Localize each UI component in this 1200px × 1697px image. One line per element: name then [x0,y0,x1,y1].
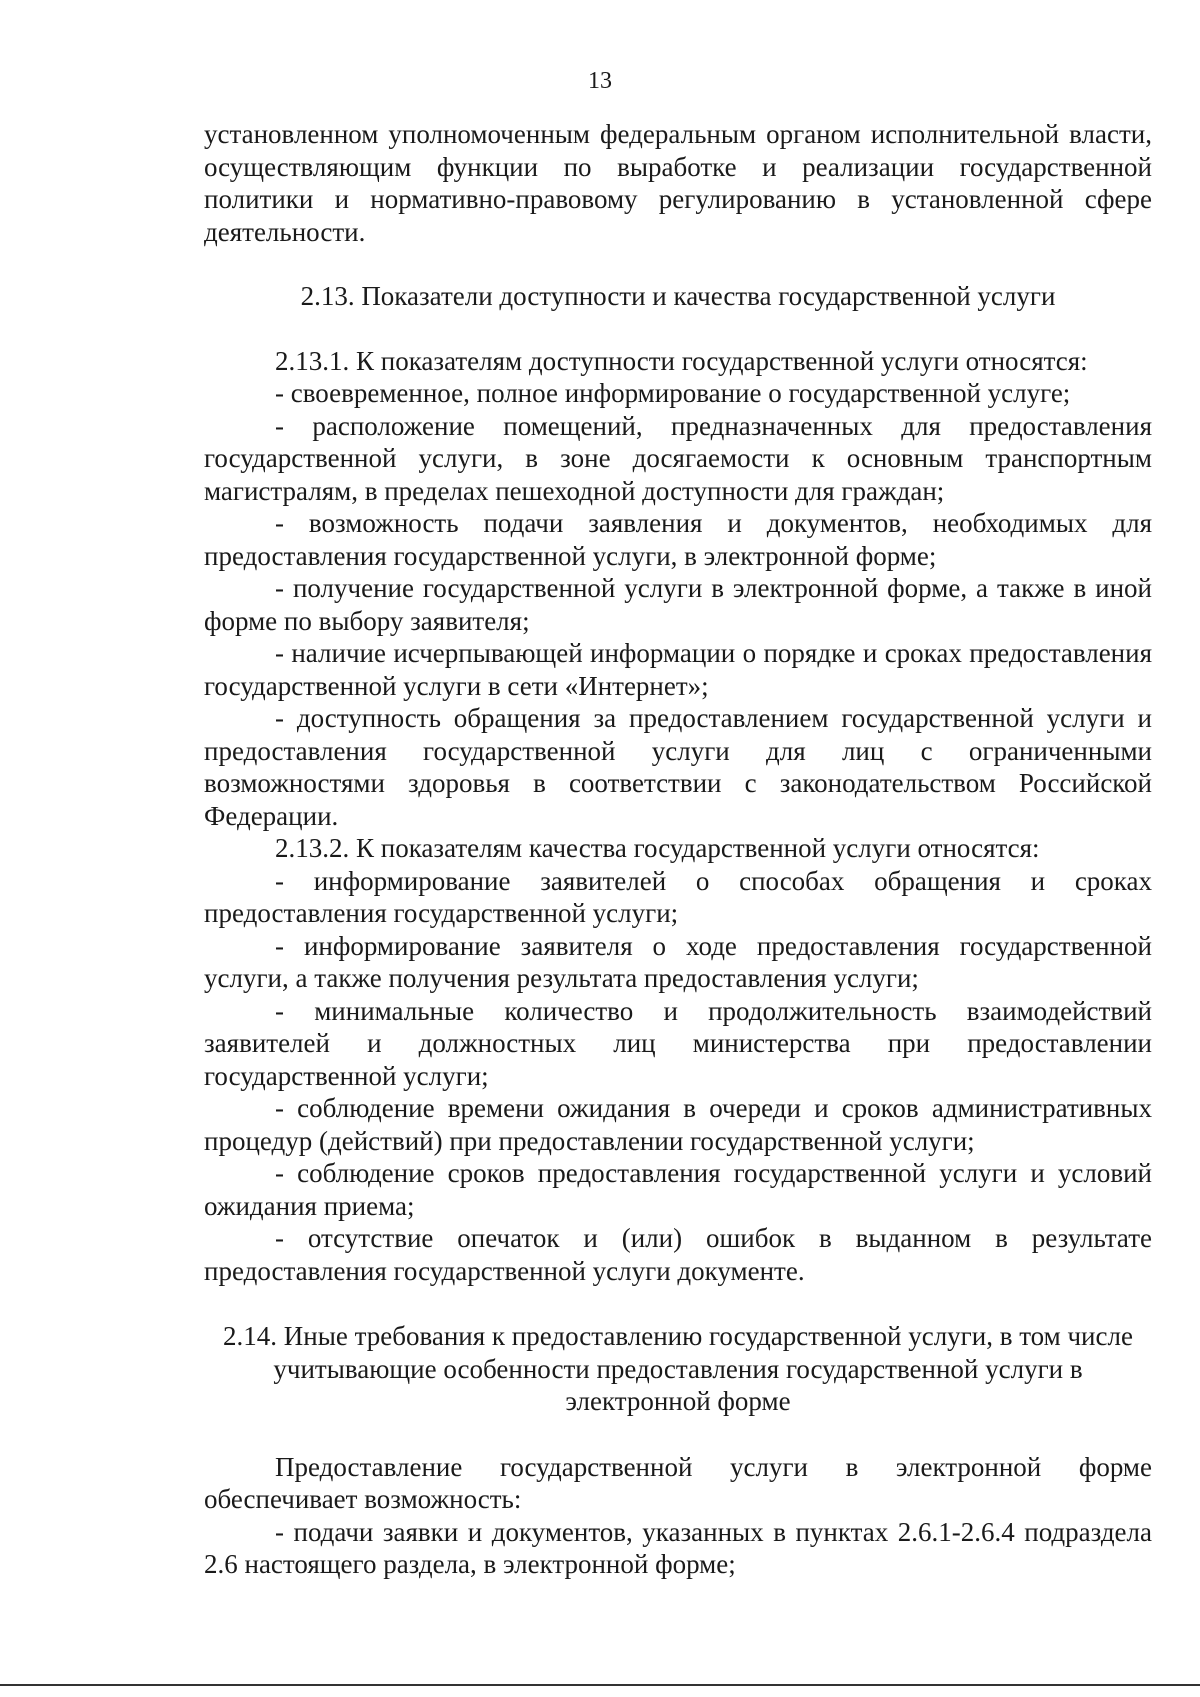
paragraph-intro: Предоставление государственной услуги в электронной форме обеспечивает возможность: [204,1451,1152,1514]
list-item: - возможность подачи заявления и документов, необходимых для предоставления государственной услуги, в электронной форме; [204,508,1152,571]
page-number: 13 [588,68,612,94]
list-item: - подачи заявки и документов, указанных в пунктах 2.6.1-2.6.4 подраздела 2.6 настоящего раздела, в электронной форме; [204,1516,1152,1579]
list-item: - соблюдение времени ожидания в очереди и сроков административных процедур (действий) при предоставлении государственной услуги; [204,1093,1152,1156]
document-body [204,118,1152,1581]
list-item: - своевременное, полное информирование о государственной услуге; [275,378,1071,408]
list-item: - наличие исчерпывающей информации о порядке и сроках предоставления государственной услуги в сети «Интернет»; [204,638,1152,701]
list-item: - соблюдение сроков предоставления государственной услуги и условий ожидания приема; [204,1158,1152,1221]
section-heading-2-13: 2.13. Показатели доступности и качества государственной услуги [300,281,1056,311]
paragraph-2-13-1: 2.13.1. К показателям доступности государственной услуги относятся: [275,345,1088,376]
list-item: - информирование заявителя о ходе предоставления государственной услуги, а также получения результата предоставления услуги; [204,930,1152,993]
list-item: - отсутствие опечаток и (или) ошибок в выданном в результате предоставления государственной услуги документе. [204,1223,1152,1286]
list-item: - доступность обращения за предоставлением государственной услуги и предоставления государственной услуги для лиц с ограниченными возможностями здоровья в соответствии с законодательством Российской Федерации. [204,703,1152,831]
paragraph-2-13-2: 2.13.2. К показателям качества государственной услуги относятся: [275,833,1040,863]
list-item: - минимальные количество и продолжительность взаимодействий заявителей и должностных лиц министерства при предоставлении государственной услуги; [204,995,1152,1091]
list-item: - информирование заявителей о способах обращения и сроках предоставления государственной услуги; [204,865,1152,928]
list-item: - расположение помещений, предназначенных для предоставления государственной услуги, в зоне досягаемости к основным транспортным магистралям, в пределах пешеходной доступности для граждан; [204,410,1152,506]
section-heading-2-14: 2.14. Иные требования к предоставлению государственной услуги, в том числе учитывающие особенности предоставления государственной услуги в электронной форме [223,1321,1133,1416]
list-item: - получение государственной услуги в электронной форме, а также в иной форме по выбору заявителя; [204,573,1152,636]
paragraph-continuation: установленном уполномоченным федеральным органом исполнительной власти, осуществляющим функции по выработке и реализации государственной политики и нормативно-правовому регулированию в установленной сфере деятельности. [204,119,1152,247]
page-bottom-rule [0,1684,1200,1686]
